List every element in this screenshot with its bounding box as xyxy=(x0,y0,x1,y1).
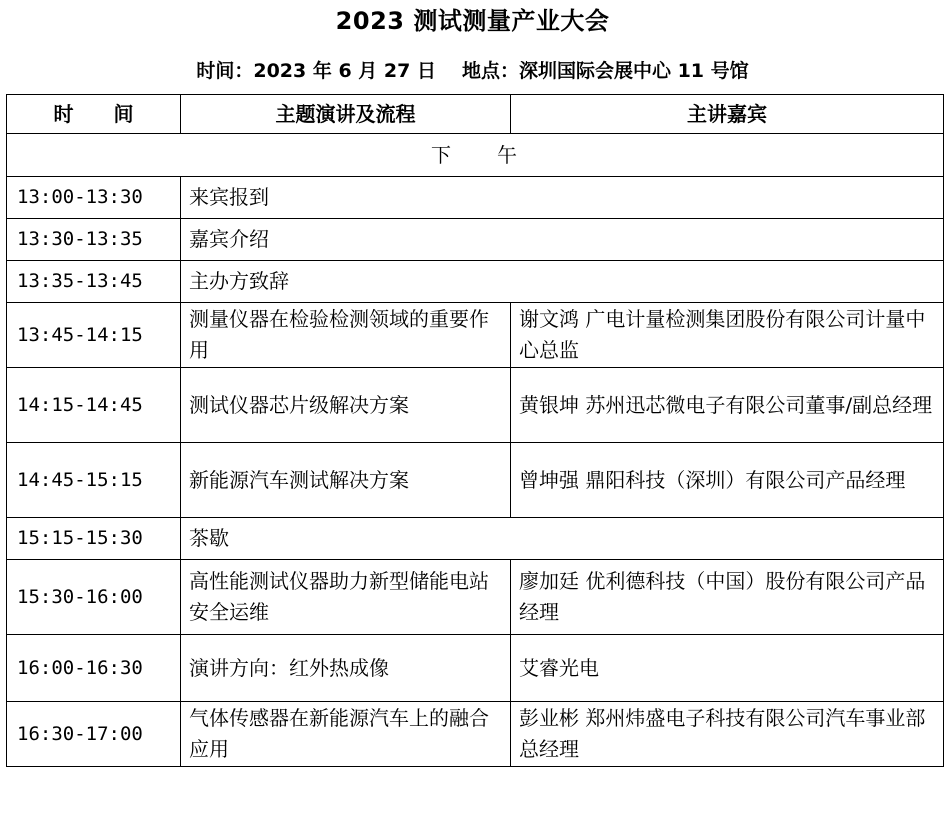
row-speaker: 廖加廷 优利德科技（中国）股份有限公司产品经理 xyxy=(511,560,944,635)
event-location: 地点：深圳国际会展中心 11 号馆 xyxy=(461,60,749,82)
table-row xyxy=(7,702,944,767)
row-time: 15:30-16:00 xyxy=(7,560,181,635)
table-header-row xyxy=(7,95,944,134)
table-row xyxy=(7,177,944,219)
row-time: 16:00-16:30 xyxy=(7,635,181,702)
row-speaker: 黄银坤 苏州迅芯微电子有限公司董事/副总经理 xyxy=(511,368,944,443)
section-row xyxy=(7,134,944,177)
row-time: 13:35-13:45 xyxy=(7,261,181,303)
row-speaker: 曾坤强 鼎阳科技（深圳）有限公司产品经理 xyxy=(511,443,944,518)
table-row xyxy=(7,560,944,635)
header-topic: 主题演讲及流程 xyxy=(181,95,511,134)
row-time: 13:45-14:15 xyxy=(7,303,181,368)
row-topic: 演讲方向：红外热成像 xyxy=(181,635,511,702)
event-time: 时间：2023 年 6 月 27 日 xyxy=(196,60,436,82)
event-info xyxy=(0,58,945,84)
row-topic: 主办方致辞 xyxy=(181,261,944,303)
row-time: 14:45-15:15 xyxy=(7,443,181,518)
table-row xyxy=(7,635,944,702)
row-topic: 高性能测试仪器助力新型储能电站安全运维 xyxy=(181,560,511,635)
section-afternoon: 下 午 xyxy=(7,134,944,177)
table-row xyxy=(7,518,944,560)
row-topic: 嘉宾介绍 xyxy=(181,219,944,261)
table-row xyxy=(7,443,944,518)
row-speaker: 谢文鸿 广电计量检测集团股份有限公司计量中心总监 xyxy=(511,303,944,368)
table-row xyxy=(7,303,944,368)
table-row xyxy=(7,368,944,443)
row-time: 13:30-13:35 xyxy=(7,219,181,261)
row-time: 15:15-15:30 xyxy=(7,518,181,560)
row-topic: 茶歇 xyxy=(181,518,944,560)
row-topic: 新能源汽车测试解决方案 xyxy=(181,443,511,518)
table-row xyxy=(7,219,944,261)
page-title: 2023 测试测量产业大会 xyxy=(335,7,610,35)
row-topic: 来宾报到 xyxy=(181,177,944,219)
row-speaker: 彭业彬 郑州炜盛电子科技有限公司汽车事业部总经理 xyxy=(511,702,944,767)
row-time: 16:30-17:00 xyxy=(7,702,181,767)
agenda-table xyxy=(6,94,944,767)
row-time: 13:00-13:30 xyxy=(7,177,181,219)
row-topic: 测量仪器在检验检测领域的重要作用 xyxy=(181,303,511,368)
row-time: 14:15-14:45 xyxy=(7,368,181,443)
table-row xyxy=(7,261,944,303)
row-topic: 气体传感器在新能源汽车上的融合应用 xyxy=(181,702,511,767)
row-topic: 测试仪器芯片级解决方案 xyxy=(181,368,511,443)
header-time: 时 间 xyxy=(7,95,181,134)
row-speaker: 艾睿光电 xyxy=(511,635,944,702)
header-speaker: 主讲嘉宾 xyxy=(511,95,944,134)
